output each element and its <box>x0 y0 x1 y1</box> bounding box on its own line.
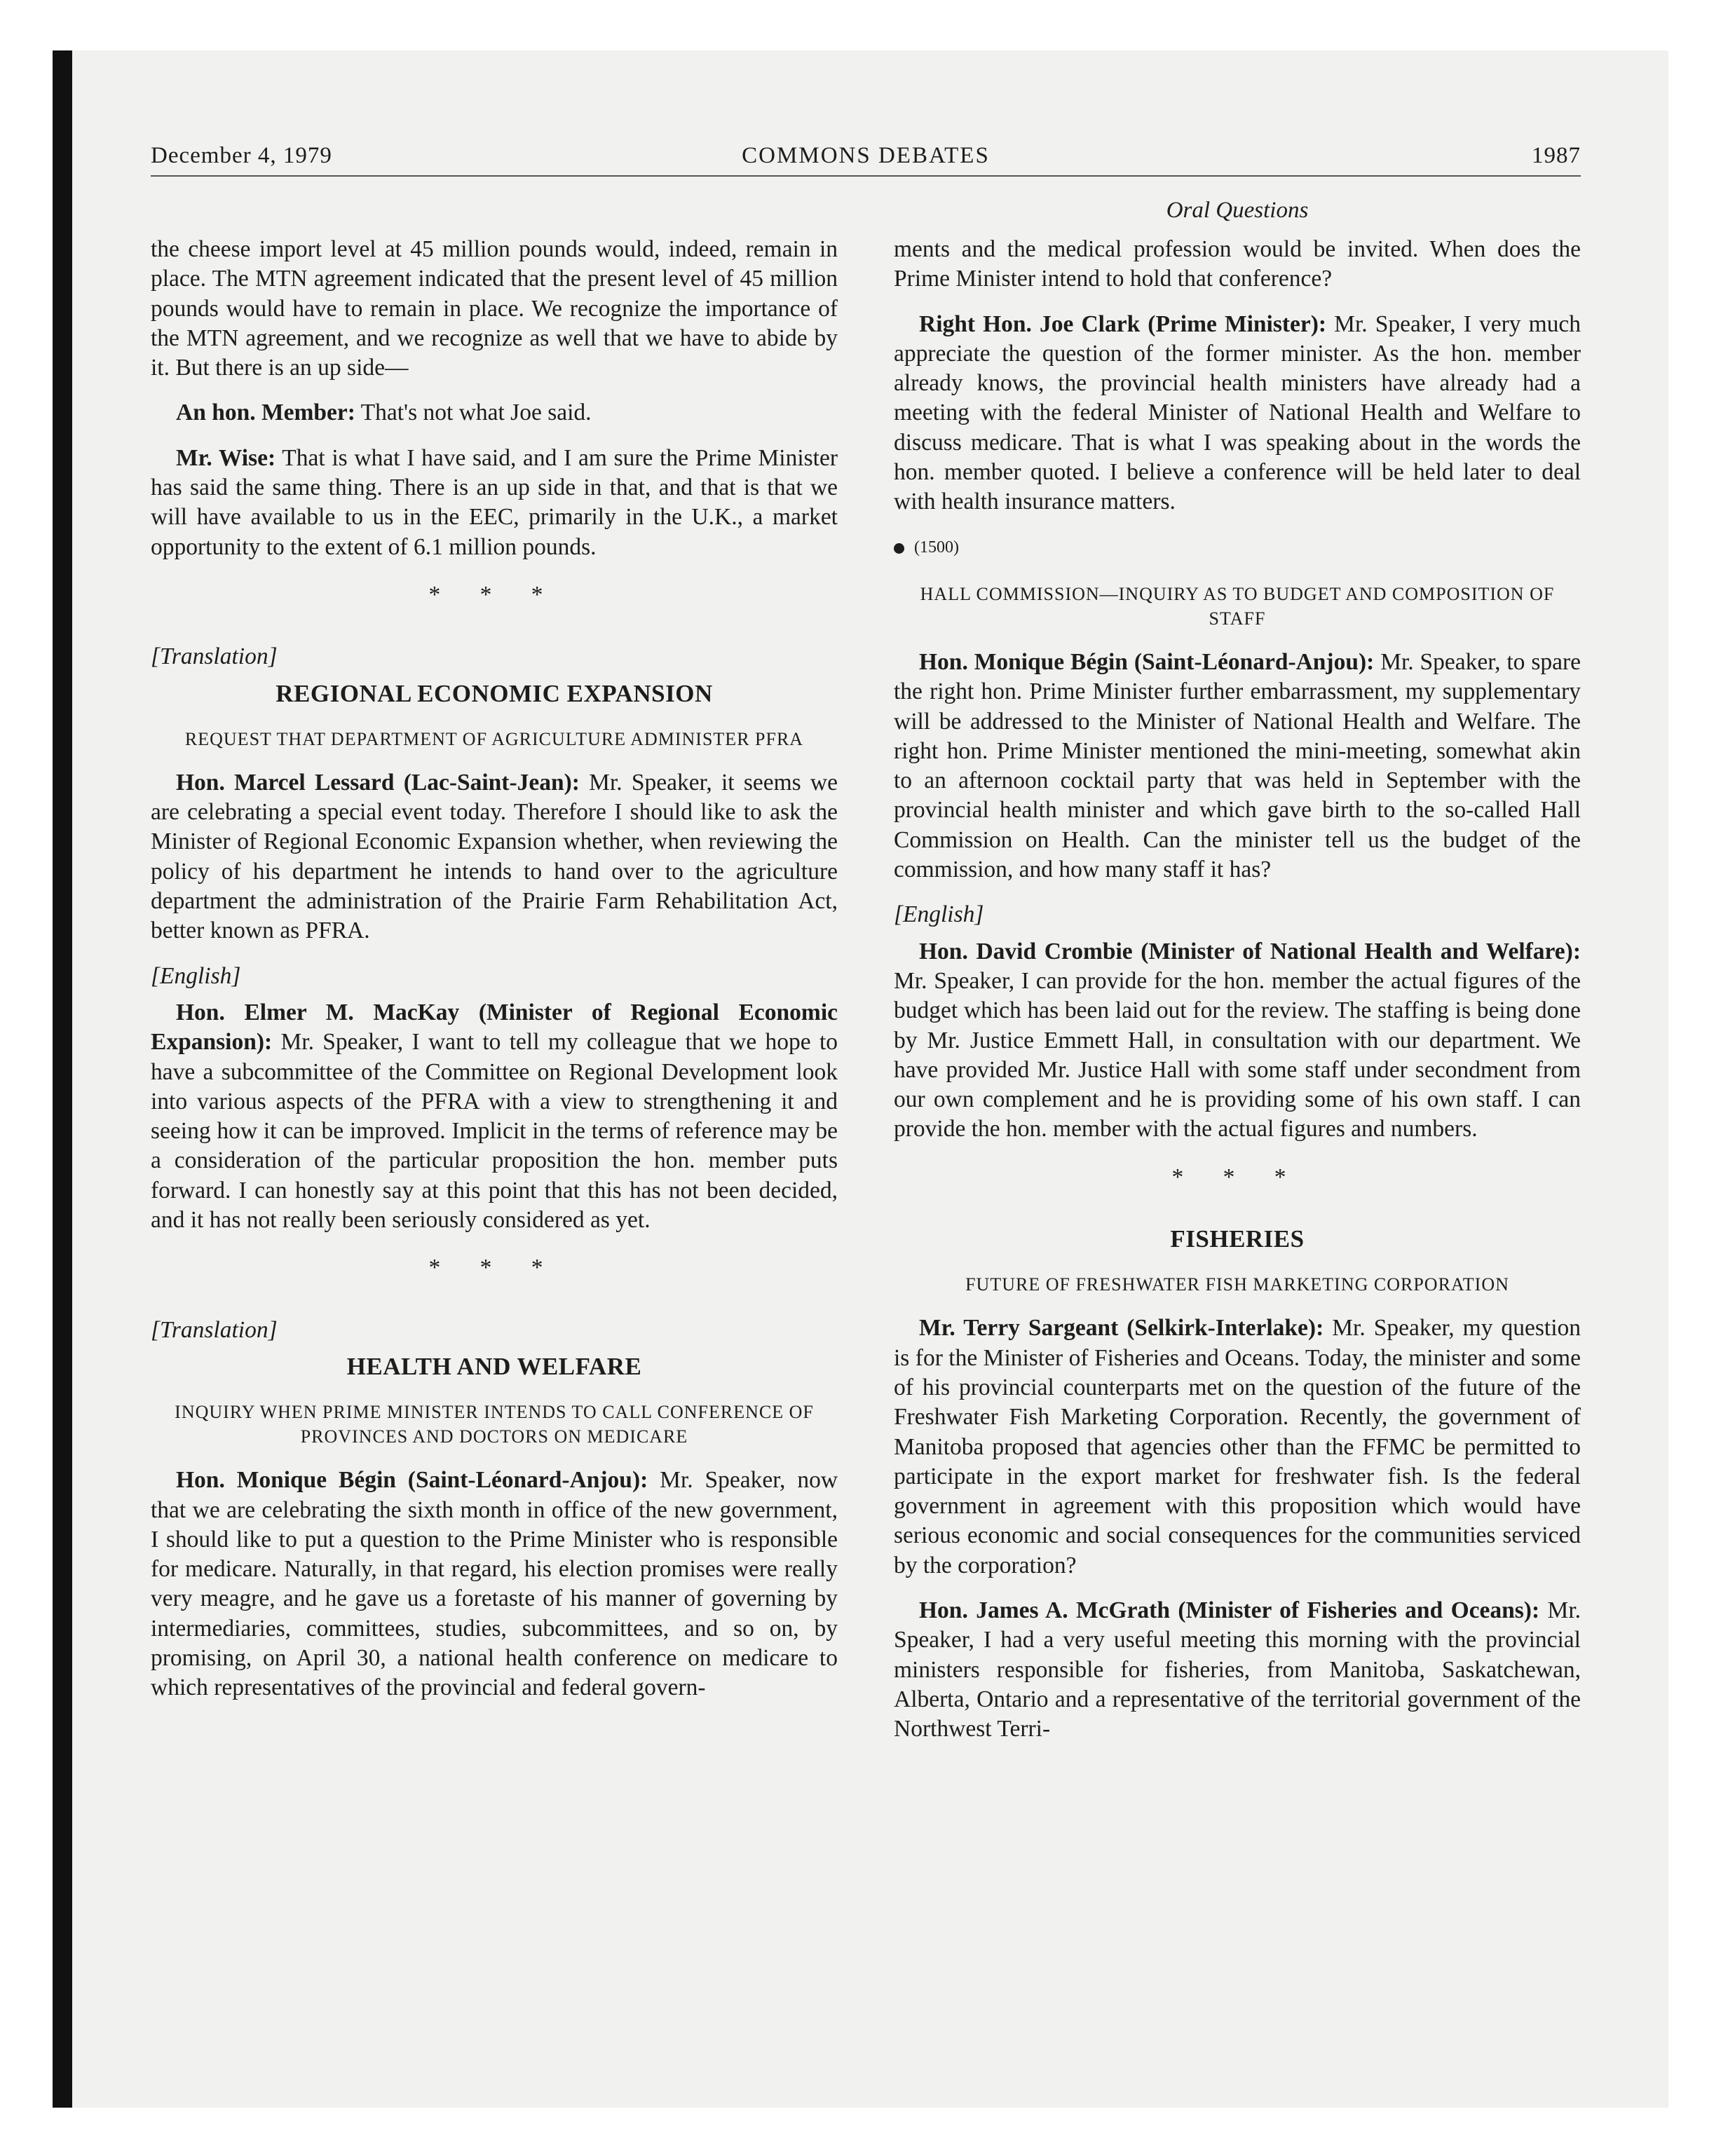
speaker-name: Hon. James A. McGrath (Minister of Fisheries and Oceans): <box>919 1597 1540 1623</box>
language-marker: [Translation] <box>151 643 278 670</box>
scan-binding-edge <box>53 50 72 2108</box>
speaker-name: Hon. Elmer M. MacKay (Minister of Regional Economic Expansion): <box>151 999 838 1056</box>
paragraph: the cheese import level at 45 million pounds would, indeed, remain in place. The MTN agreement indicated that the present level of 45 million pounds would have to remain in place. We recognize the importance of the MTN agreement, and we recognize as well that we have to abide by it. But there is an up side— <box>151 236 838 381</box>
question-subheading: REQUEST THAT DEPARTMENT OF AGRICULTURE ADMINISTER PFRA <box>184 728 804 749</box>
subject-heading: REGIONAL ECONOMIC EXPANSION <box>275 679 713 707</box>
page-number: 1987 <box>1532 143 1581 168</box>
speech-text: Mr. Speaker, my question is for the Minister of Fisheries and Oceans. Today, the minister and some of his provincial counterparts met on the question of the future of the Freshwater Fish Marketing Corporation. Recently, the government of Manitoba proposed that agencies other than the FFMC be permitted to participate in the export market for freshwater fish. Is the federal government in agreement with this proposition which would have serious economic and social consequences for the communities serviced by the corporation? <box>894 1315 1581 1578</box>
speaker-name: Mr. Wise: <box>176 444 276 471</box>
speaker-name: Mr. Terry Sargeant (Selkirk-Interlake): <box>919 1315 1324 1342</box>
speech <box>151 1466 838 1703</box>
speech-text: That is what I have said, and I am sure the Prime Minister has said the same thing. There is an up side in that, and that is that we will have available to us in the EEC, primarily in the U.K., a market opportunity to the extent of 6.1 million pounds. <box>151 444 838 560</box>
speaker-name: Hon. Monique Bégin (Saint-Léonard-Anjou): <box>176 1467 648 1494</box>
speech-text: That's not what Joe said. <box>360 400 592 426</box>
speaker-name: Right Hon. Joe Clark (Prime Minister): <box>919 311 1327 337</box>
speech-text: Mr. Speaker, I can provide for the hon. member the actual figures of the budget which has been laid out for the review. The staffing is being done by Mr. Justice Emmett Hall, in consultation with our department. We have provided Mr. Justice Hall with some staff under secondment from our own complement and he is providing some of his own staff. I can provide the hon. member with the actual figures and numbers. <box>894 967 1581 1142</box>
speech-text: Mr. Speaker, I want to tell my colleague that we hope to have a subcommittee of the Committee on Regional Development look into various aspects of the PFRA with a view to strengthening it and seeing how it can be improved. Implicit in the terms of reference may be a consideration of the particular proposition the hon. member puts forward. I can honestly say at this point that this has not been decided, and it has not really been seriously considered as yet. <box>151 1029 838 1234</box>
question-subheading: INQUIRY WHEN PRIME MINISTER INTENDS TO CALL CONFERENCE OF PROVINCES AND DOCTORS ON MEDICARE <box>175 1402 814 1447</box>
speaker-name: Hon. David Crombie (Minister of National Health and Welfare): <box>919 938 1581 964</box>
speech <box>894 937 1581 1145</box>
time-stamp <box>894 533 1581 562</box>
speech <box>894 1314 1581 1581</box>
language-marker: [English] <box>151 962 241 989</box>
speech-text: Mr. Speaker, to spare the right hon. Prime Minister further embarrassment, my supplementary will be addressed to the Minister of National Health and Welfare. The right hon. Prime Minister mentioned the mini-meeting, somewhat akin to an afternoon cocktail party that was held in September with the provincial health minister and which gave birth to the so-called Hall Commission on Health. Can the minister tell us the budget of the commission, and how many staff it has? <box>894 648 1581 883</box>
speech-text: Mr. Speaker, it seems we are celebrating a special event today. Therefore I should like to ask the Minister of Regional Economic Expansion whether, when reviewing the policy of his department he intends to hand over to the agriculture department the administration of the Prairie Farm Rehabilitation Act, better known as PFRA. <box>151 769 838 944</box>
section-separator: * * * <box>428 1255 560 1281</box>
speech <box>151 768 838 946</box>
speech <box>894 1596 1581 1744</box>
header-publication: COMMONS DEBATES <box>742 143 990 168</box>
speech <box>151 998 838 1235</box>
speaker-name: Hon. Monique Bégin (Saint-Léonard-Anjou): <box>919 648 1375 675</box>
section-separator: * * * <box>1171 1164 1303 1190</box>
time-text: (1500) <box>914 538 959 557</box>
speech-text: Mr. Speaker, now that we are celebrating the sixth month in office of the new government, I should like to put a question to the Prime Minister who is responsible for medicare. Naturally, in that regard, his election promises were really very meagre, and he gave us a foretaste of his manner of governing by intermediaries, committees, studies, subcommittees, and so on, by promising, on April 30, a national health conference on medicare to which representatives of the provincial and federal govern- <box>151 1467 838 1701</box>
subject-heading: HEALTH AND WELFARE <box>346 1352 642 1380</box>
section-head: Oral Questions <box>1166 198 1309 223</box>
speech <box>151 444 838 562</box>
running-header <box>151 140 1581 177</box>
hansard-page <box>151 140 1581 2033</box>
subject-heading: FISHERIES <box>1170 1225 1305 1253</box>
speech <box>894 310 1581 517</box>
speech <box>151 398 838 428</box>
header-date: December 4, 1979 <box>151 143 332 168</box>
speaker-name: Hon. Marcel Lessard (Lac-Saint-Jean): <box>176 769 580 796</box>
left-column <box>151 235 838 1719</box>
language-marker: [English] <box>894 901 984 928</box>
speaker-name: An hon. Member: <box>176 400 355 426</box>
right-column <box>894 235 1581 1759</box>
paragraph: ments and the medical profession would be invited. When does the Prime Minister intend to hold that conference? <box>894 236 1581 292</box>
section-separator: * * * <box>428 581 560 608</box>
bullet-icon <box>894 543 904 554</box>
speech <box>894 648 1581 885</box>
question-subheading: HALL COMMISSION—INQUIRY AS TO BUDGET AND COMPOSITION OF STAFF <box>920 583 1555 629</box>
question-subheading: FUTURE OF FRESHWATER FISH MARKETING CORPORATION <box>965 1274 1509 1295</box>
language-marker: [Translation] <box>151 1316 278 1343</box>
speech-text: Mr. Speaker, I very much appreciate the question of the former minister. As the hon. member already knows, the provincial health ministers have already had a meeting with the federal Minister of National Health and Welfare to discuss medicare. That is what I was speaking about in the words the hon. member quoted. I believe a conference will be held later to deal with health insurance matters. <box>894 311 1581 515</box>
speech-text: Mr. Speaker, I had a very useful meeting this morning with the provincial ministers responsible for fisheries, from Manitoba, Saskatchewan, Alberta, Ontario and a representative of the territorial government of the Northwest Terri- <box>894 1597 1581 1742</box>
